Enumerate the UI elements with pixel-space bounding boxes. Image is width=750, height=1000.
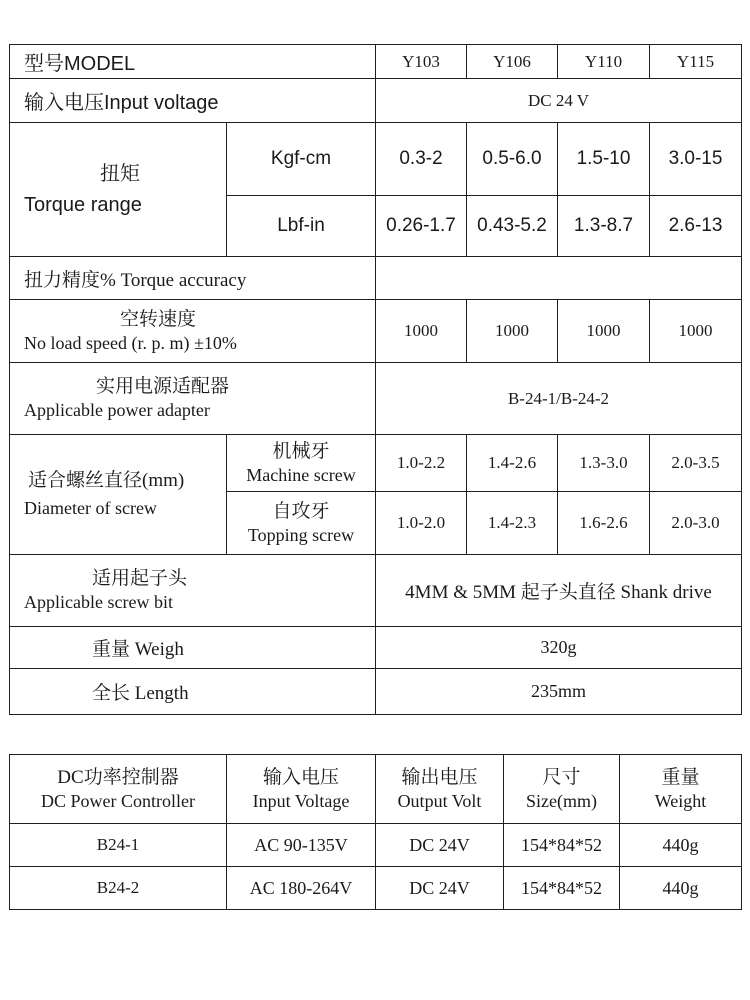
header-weight — [620, 755, 742, 824]
speed-label-en: No load speed (r. p. m) ±10% — [24, 332, 237, 353]
screw-bit-label-en: Applicable screw bit — [24, 592, 173, 613]
torque-accuracy-row — [10, 257, 742, 300]
torque-label — [10, 123, 227, 257]
length-value: 235mm — [376, 669, 742, 715]
weight-value: 320g — [376, 627, 742, 669]
machine-value-y115: 2.0-3.5 — [650, 435, 742, 492]
header-controller-en: DC Power Controller — [41, 790, 195, 811]
table-row — [10, 824, 742, 867]
row-input-voltage: AC 90-135V — [227, 824, 376, 867]
model-y106: Y106 — [467, 45, 558, 79]
header-size-cn: 尺寸 — [542, 766, 581, 788]
tapping-value-y115: 2.0-3.0 — [650, 492, 742, 555]
screw-label-cn: 适合螺丝直径(mm) — [28, 470, 185, 492]
speed-value-y103: 1000 — [376, 300, 467, 363]
tapping-screw-label — [227, 492, 376, 555]
weight-label: 重量 Weigh — [10, 627, 376, 669]
speed-label-cn: 空转速度 — [120, 308, 197, 330]
header-controller-cn: DC功率控制器 — [57, 766, 179, 788]
kgf-label: Kgf-cm — [227, 123, 376, 196]
kgf-value-y110: 1.5-10 — [558, 123, 650, 196]
row-size: 154*84*52 — [504, 867, 620, 910]
screw-bit-row — [10, 555, 742, 627]
controller-table — [9, 754, 742, 910]
lbf-value-y115: 2.6-13 — [650, 196, 742, 257]
row-output-voltage: DC 24V — [376, 867, 504, 910]
lbf-label: Lbf-in — [227, 196, 376, 257]
model-y103: Y103 — [376, 45, 467, 79]
tapping-value-y110: 1.6-2.6 — [558, 492, 650, 555]
machine-screw-label — [227, 435, 376, 492]
kgf-value-y115: 3.0-15 — [650, 123, 742, 196]
torque-kgf-row — [10, 123, 742, 196]
kgf-value-y103: 0.3-2 — [376, 123, 467, 196]
model-row — [10, 45, 742, 79]
torque-label-cn: 扭矩 — [100, 162, 140, 185]
lbf-value-y106: 0.43-5.2 — [467, 196, 558, 257]
tapping-value-y103: 1.0-2.0 — [376, 492, 467, 555]
machine-value-y106: 1.4-2.6 — [467, 435, 558, 492]
machine-value-y103: 1.0-2.2 — [376, 435, 467, 492]
model-y110: Y110 — [558, 45, 650, 79]
adapter-label-cn: 实用电源适配器 — [96, 376, 230, 398]
machine-value-y110: 1.3-3.0 — [558, 435, 650, 492]
adapter-label — [10, 363, 376, 435]
model-label: 型号MODEL — [10, 45, 376, 79]
row-input-voltage: AC 180-264V — [227, 867, 376, 910]
speed-row — [10, 300, 742, 363]
screw-bit-label-cn: 适用起子头 — [92, 568, 188, 590]
adapter-row — [10, 363, 742, 435]
lbf-value-y110: 1.3-8.7 — [558, 196, 650, 257]
row-weight: 440g — [620, 867, 742, 910]
tapping-screw-cn: 自攻牙 — [272, 500, 330, 522]
tapping-value-y106: 1.4-2.3 — [467, 492, 558, 555]
header-size-en: Size(mm) — [526, 790, 597, 811]
torque-accuracy-value — [376, 257, 742, 300]
header-output-voltage — [376, 755, 504, 824]
screw-label-en: Diameter of screw — [24, 498, 157, 519]
row-size: 154*84*52 — [504, 824, 620, 867]
header-weight-cn: 重量 — [661, 766, 700, 788]
speed-value-y106: 1000 — [467, 300, 558, 363]
input-voltage-label: 输入电压Input voltage — [10, 79, 376, 123]
header-controller — [10, 755, 227, 824]
speed-value-y115: 1000 — [650, 300, 742, 363]
length-label: 全长 Length — [10, 669, 376, 715]
model-y115: Y115 — [650, 45, 742, 79]
controller-header-row — [10, 755, 742, 824]
header-output-voltage-cn: 输出电压 — [401, 766, 478, 788]
header-weight-en: Weight — [654, 790, 707, 811]
input-voltage-value: DC 24 V — [376, 79, 742, 123]
torque-accuracy-label: 扭力精度% Torque accuracy — [10, 257, 376, 300]
table-row — [10, 867, 742, 910]
machine-screw-cn: 机械牙 — [272, 440, 330, 462]
row-model: B24-1 — [10, 824, 227, 867]
speed-value-y110: 1000 — [558, 300, 650, 363]
screw-bit-value: 4MM & 5MM 起子头直径 Shank drive — [376, 555, 742, 627]
spec-table — [9, 44, 742, 715]
speed-label — [10, 300, 376, 363]
input-voltage-row — [10, 79, 742, 123]
adapter-value: B-24-1/B-24-2 — [376, 363, 742, 435]
header-size — [504, 755, 620, 824]
screw-bit-label — [10, 555, 376, 627]
length-row — [10, 669, 742, 715]
weight-row — [10, 627, 742, 669]
header-input-voltage — [227, 755, 376, 824]
machine-screw-row — [10, 435, 742, 492]
header-input-voltage-cn: 输入电压 — [262, 766, 339, 788]
adapter-label-en: Applicable power adapter — [24, 400, 210, 421]
row-weight: 440g — [620, 824, 742, 867]
header-input-voltage-en: Input Voltage — [252, 790, 350, 811]
row-output-voltage: DC 24V — [376, 824, 504, 867]
screw-label — [10, 435, 227, 555]
header-output-voltage-en: Output Volt — [397, 790, 482, 811]
tapping-screw-en: Topping screw — [247, 524, 355, 545]
machine-screw-en: Machine screw — [246, 464, 356, 485]
torque-label-en: Torque range — [24, 193, 142, 216]
lbf-value-y103: 0.26-1.7 — [376, 196, 467, 257]
row-model: B24-2 — [10, 867, 227, 910]
kgf-value-y106: 0.5-6.0 — [467, 123, 558, 196]
